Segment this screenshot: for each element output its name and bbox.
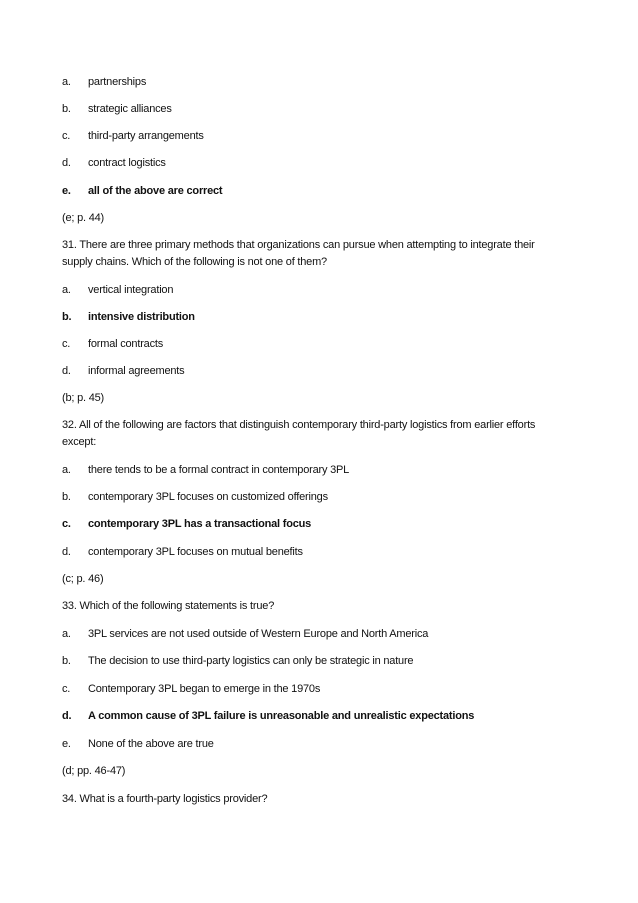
q32-option-a <box>62 463 349 477</box>
option-letter: c. <box>62 683 71 695</box>
question-32: 32. All of the following are factors that distinguish contemporary third-party logistics from earlier efforts except: <box>62 419 536 448</box>
option-letter: e. <box>62 738 71 750</box>
option-d <box>62 156 166 170</box>
q31-option-c <box>62 337 163 351</box>
q33-option-d-correct <box>62 709 474 723</box>
option-e-correct <box>62 184 222 198</box>
option-text: The decision to use third-party logistics can only be strategic in nature <box>88 655 414 667</box>
q32-option-b <box>62 490 328 504</box>
option-text: intensive distribution <box>88 311 195 323</box>
option-text: third-party arrangements <box>88 130 204 142</box>
option-letter: a. <box>62 464 71 476</box>
option-letter: c. <box>62 338 71 350</box>
option-c <box>62 129 204 143</box>
q31-answer: (b; p. 45) <box>62 392 105 404</box>
q33-option-e <box>62 737 214 751</box>
option-letter: b. <box>62 491 71 503</box>
option-text: 3PL services are not used outside of Western Europe and North America <box>88 628 429 640</box>
option-letter: d. <box>62 546 71 558</box>
option-text: there tends to be a formal contract in contemporary 3PL <box>88 464 350 476</box>
option-letter: c. <box>62 518 71 530</box>
option-text: contemporary 3PL focuses on mutual benefits <box>88 546 303 558</box>
option-text: Contemporary 3PL began to emerge in the 1970s <box>88 683 321 695</box>
question-31: 31. There are three primary methods that organizations can pursue when attempting to integrate their supply chains. Which of the following is not one of them? <box>62 239 535 268</box>
option-letter: b. <box>62 311 72 323</box>
option-letter: b. <box>62 103 71 115</box>
option-letter: e. <box>62 185 71 197</box>
option-letter: a. <box>62 76 71 88</box>
option-b <box>62 102 172 116</box>
q32-answer: (c; p. 46) <box>62 573 104 585</box>
q31-option-a <box>62 283 173 297</box>
option-a <box>62 75 146 89</box>
option-text: informal agreements <box>88 365 185 377</box>
option-text: partnerships <box>88 76 147 88</box>
q32-option-d <box>62 545 303 559</box>
q32-option-c-correct <box>62 517 311 531</box>
option-letter: d. <box>62 365 71 377</box>
q33-option-a <box>62 627 428 641</box>
option-text: None of the above are true <box>88 738 214 750</box>
q33-answer: (d; pp. 46-47) <box>62 765 126 777</box>
answer-reference: (e; p. 44) <box>62 212 105 224</box>
option-letter: a. <box>62 284 71 296</box>
q33-option-c <box>62 682 320 696</box>
q31-option-b-correct <box>62 310 195 324</box>
option-text: all of the above are correct <box>88 185 223 197</box>
option-text: A common cause of 3PL failure is unreasonable and unrealistic expectations <box>88 710 475 722</box>
option-letter: b. <box>62 655 71 667</box>
question-33: 33. Which of the following statements is true? <box>62 600 275 612</box>
option-letter: a. <box>62 628 71 640</box>
question-34: 34. What is a fourth-party logistics provider? <box>62 793 268 805</box>
option-text: formal contracts <box>88 338 164 350</box>
option-letter: d. <box>62 157 71 169</box>
q33-option-b <box>62 654 413 668</box>
option-text: contemporary 3PL focuses on customized offerings <box>88 491 328 503</box>
q31-option-d <box>62 364 184 378</box>
option-text: contemporary 3PL has a transactional focus <box>88 518 312 530</box>
option-letter: c. <box>62 130 71 142</box>
option-text: strategic alliances <box>88 103 172 115</box>
option-letter: d. <box>62 710 72 722</box>
option-text: contract logistics <box>88 157 166 169</box>
option-text: vertical integration <box>88 284 174 296</box>
